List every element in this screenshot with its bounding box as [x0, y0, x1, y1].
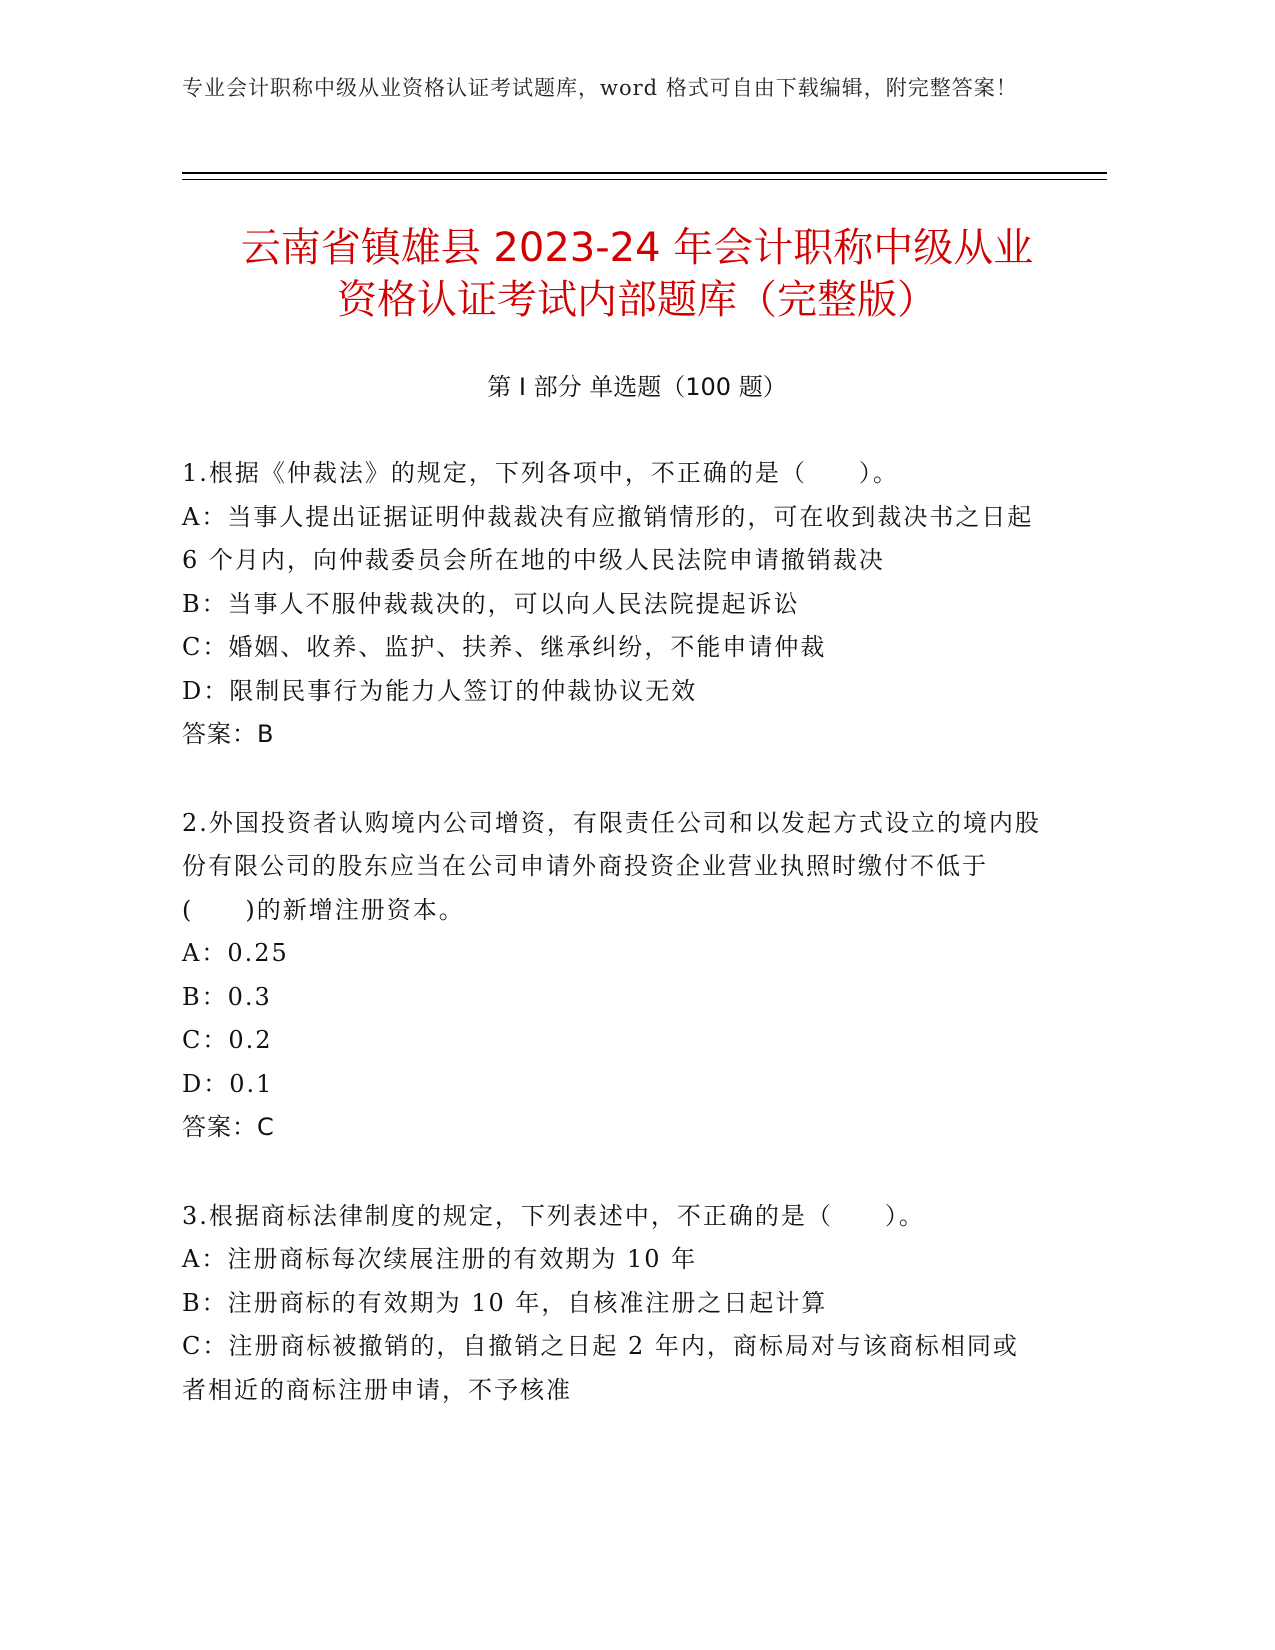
answer: 答案：B — [182, 720, 275, 748]
question-1 — [182, 452, 1042, 757]
question-list — [182, 452, 1042, 1457]
option-d: D：0.1 — [182, 1069, 274, 1098]
document-title-line-2: 资格认证考试内部题库（完整版） — [337, 277, 937, 323]
question-stem: 2.外国投资者认购境内公司增资，有限责任公司和以发起方式设立的境内股份有限公司的股东应当在公司申请外商投资企业营业执照时缴付不低于( )的新增注册资本。 — [182, 808, 1041, 924]
document-title — [182, 222, 1092, 326]
header-rule-thin — [182, 179, 1107, 180]
option-c: C：0.2 — [182, 1026, 273, 1054]
question-3 — [182, 1195, 1042, 1413]
question-stem: 3.根据商标法律制度的规定，下列表述中，不正确的是（ ）。 — [182, 1201, 925, 1230]
section-title: 第 I 部分 单选题（100 题） — [487, 373, 787, 401]
answer: 答案：C — [182, 1113, 275, 1141]
option-b: B：0.3 — [182, 982, 272, 1011]
option-b: B：注册商标的有效期为 10 年，自核准注册之日起计算 — [182, 1288, 828, 1317]
header-note: 专业会计职称中级从业资格认证考试题库，word 格式可自由下载编辑，附完整答案！ — [182, 76, 1018, 100]
header-rule-thick — [182, 172, 1107, 174]
option-d: D：限制民事行为能力人签订的仲裁协议无效 — [182, 676, 698, 705]
option-b: B：当事人不服仲裁裁决的，可以向人民法院提起诉讼 — [182, 589, 800, 618]
question-stem: 1.根据《仲裁法》的规定，下列各项中，不正确的是（ ）。 — [182, 459, 899, 487]
option-c: C：婚姻、收养、监护、扶养、继承纠纷，不能申请仲裁 — [182, 633, 827, 661]
question-2 — [182, 802, 1042, 1150]
document-title-line-1: 云南省镇雄县 2023-24 年会计职称中级从业 — [240, 225, 1034, 271]
option-a: A：0.25 — [182, 939, 289, 967]
option-c: C：注册商标被撤销的，自撤销之日起 2 年内，商标局对与该商标相同或者相近的商标注册申请，不予核准 — [182, 1332, 1019, 1404]
option-a: A：注册商标每次续展注册的有效期为 10 年 — [182, 1245, 698, 1273]
option-a: A：当事人提出证据证明仲裁裁决有应撤销情形的，可在收到裁决书之日起 6 个月内，向仲裁委员会所在地的中级人民法院申请撤销裁决 — [182, 502, 1034, 574]
